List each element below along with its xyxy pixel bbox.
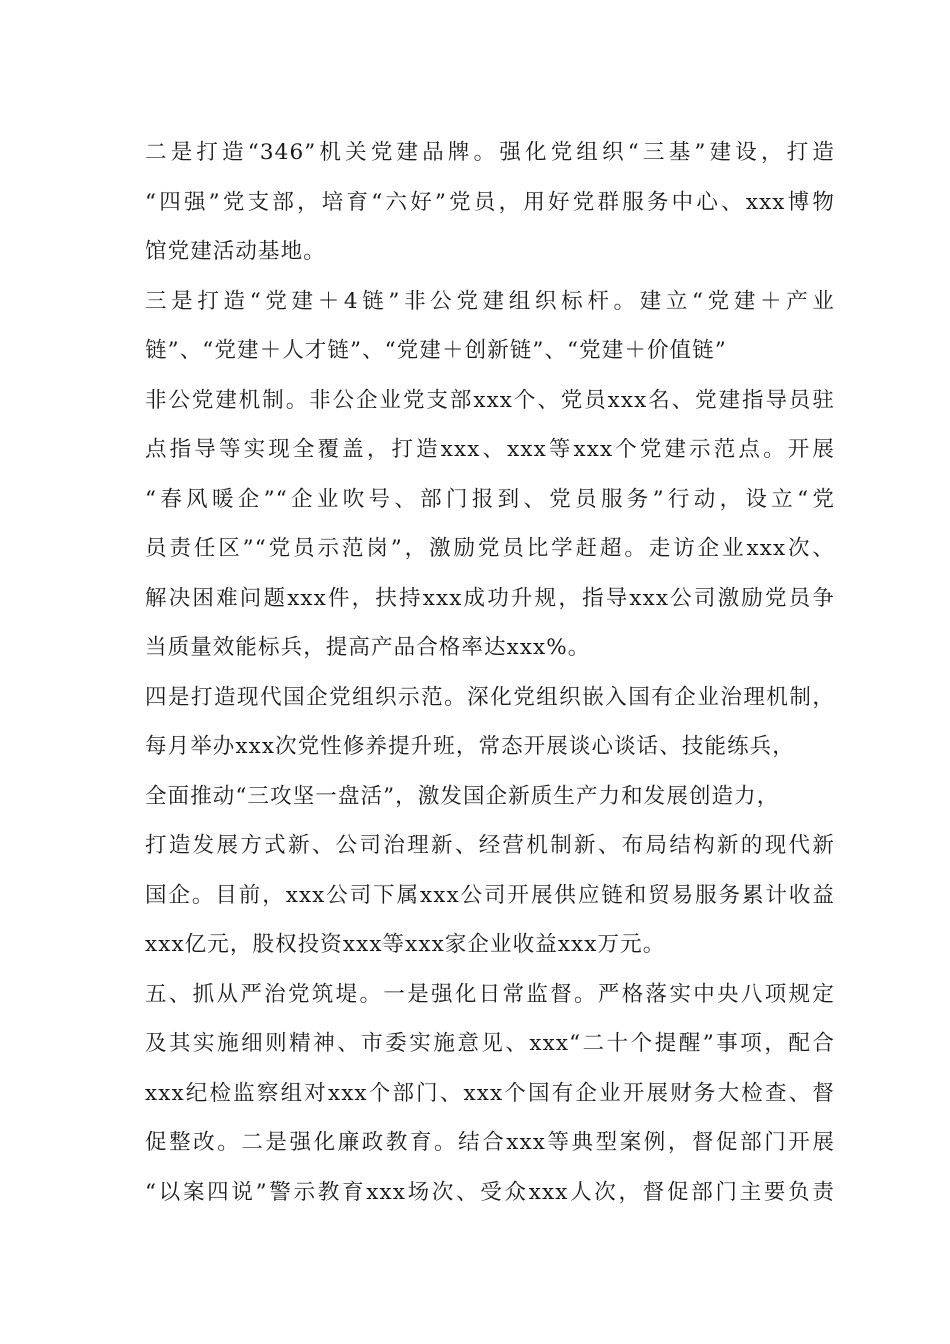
text-line: 解决困难问题xxx件，扶持xxx成功升规，指导xxx公司激励党员争	[145, 585, 835, 611]
text-line: 促整改。二是强化廉政教育。结合xxx等典型案例，督促部门开展	[145, 1130, 835, 1155]
text-line: 国企。目前，xxx公司下属xxx公司开展供应链和贸易服务累计收益	[145, 882, 835, 908]
text-line: xxx亿元，股权投资xxx等xxx家企业收益xxx万元。	[145, 932, 666, 957]
text-line: 打造发展方式新、公司治理新、经营机制新、布局结构新的现代新	[145, 833, 835, 858]
text-line: “以案四说”警示教育xxx场次、受众xxx人次，督促部门主要负责	[145, 1179, 835, 1205]
text-line: 馆党建活动基地。	[145, 239, 326, 264]
text-line: “春风暖企”“企业吹号、部门报到、党员服务”行动，设立“党	[145, 486, 835, 512]
text-line: xxx纪检监察组对xxx个部门、xxx个国有企业开展财务大检查、督	[145, 1080, 835, 1106]
text-line: 五、抓从严治党筑堤。一是强化日常监督。严格落实中央八项规定	[145, 981, 835, 1007]
text-line: 当质量效能标兵，提高产品合格率达xxx%。	[145, 635, 591, 660]
text-line: 非公党建机制。非公企业党支部xxx个、党员xxx名、党建指导员驻	[145, 387, 835, 413]
text-line: 及其实施细则精神、市委实施意见、xxx“二十个提醒”事项，配合	[145, 1031, 835, 1056]
text-line: “四强”党支部，培育“六好”党员，用好党群服务中心、xxx博物	[145, 189, 835, 215]
text-line: 三是打造“党建＋4链”非公党建组织标杆。建立“党建＋产业	[145, 288, 835, 314]
text-line: 点指导等实现全覆盖，打造xxx、xxx等xxx个党建示范点。开展	[145, 437, 835, 462]
text-line: 四是打造现代国企党组织示范。深化党组织嵌入国有企业治理机制，	[145, 684, 835, 710]
text-line: 全面推动“三攻坚一盘活”，激发国企新质生产力和发展创造力，	[145, 783, 780, 809]
text-line: 二是打造“346”机关党建品牌。强化党组织“三基”建设，打造	[145, 140, 835, 165]
text-line: 员责任区”“党员示范岗”，激励党员比学赶超。走访企业xxx次、	[145, 536, 835, 561]
text-line: 每月举办xxx次党性修养提升班，常态开展谈心谈话、技能练兵，	[145, 734, 795, 759]
document-body	[145, 128, 835, 1217]
text-line: 链”、“党建＋人才链”、“党建＋创新链”、“党建＋价值链”	[145, 338, 727, 363]
